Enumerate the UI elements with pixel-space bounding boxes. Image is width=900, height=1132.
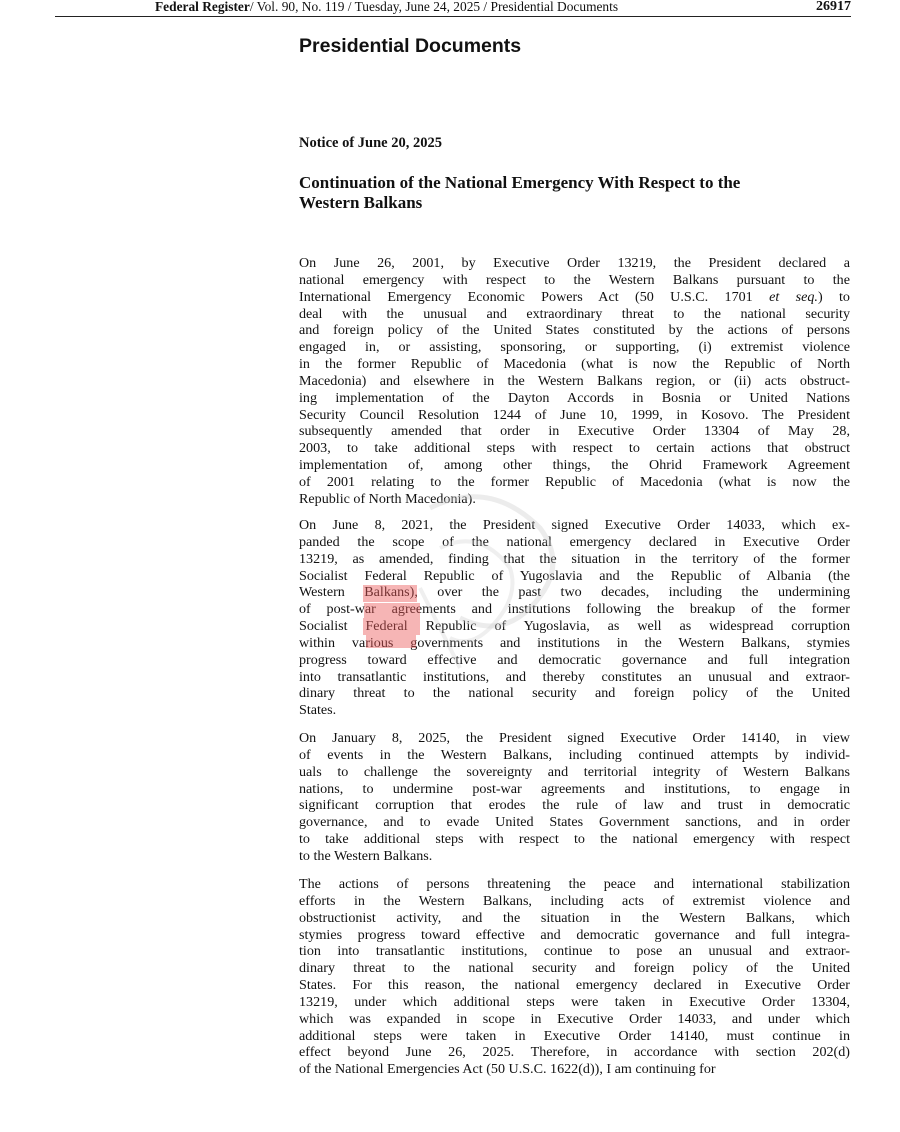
- text-line: On June 26, 2001, by Executive Order 13219, the President declared a: [299, 255, 850, 271]
- text-line: of the National Emergencies Act (50 U.S.C. 1622(d)), I am continuing for: [299, 1061, 716, 1078]
- text-line: On January 8, 2025, the President signed Executive Order 14140, in view: [299, 730, 850, 746]
- text-line: engaged in, or assisting, sponsoring, or supporting, (i) extremist violence: [299, 339, 850, 356]
- text-line: States. For this reason, the national emergency declared in Executive Order: [299, 977, 850, 994]
- text-segment: International Emergency Economic Powers Act (50 U.S.C. 1701: [299, 288, 770, 305]
- page-number: 26917: [816, 0, 851, 14]
- document-title: [299, 173, 855, 213]
- text-line: within various governments and institutions in the Western Balkans, stymies: [299, 634, 850, 651]
- text-line: of events in the Western Balkans, including continued attempts by individ-: [299, 746, 850, 763]
- italic-segment: et seq.: [769, 288, 818, 305]
- text-line: Socialist Federal Republic of Yugoslavia, as well as widespread corruption: [299, 618, 850, 635]
- text-line: into transatlantic institutions, and thereby constitutes an unusual and extraor-: [299, 668, 850, 685]
- text-line: tion into transatlantic institutions, continue to pose an unusual and extraor-: [299, 943, 850, 960]
- running-head-text: [155, 0, 618, 14]
- text-line: governance, and to evade United States Government sanctions, and in order: [299, 814, 850, 831]
- publication-name: Federal Register: [155, 0, 250, 14]
- text-line: efforts in the Western Balkans, including acts of extremist violence and: [299, 892, 850, 909]
- text-line: Socialist Federal Republic of Yugoslavia and the Republic of Albania (the: [299, 567, 850, 584]
- text-line: additional steps were taken in Executive Order 14140, must continue in: [299, 1027, 850, 1044]
- document-title-line: Western Balkans: [299, 193, 423, 212]
- document-title-line: Continuation of the National Emergency With Respect to the: [299, 173, 741, 192]
- text-line: States.: [299, 702, 337, 719]
- text-line: Western Balkans), over the past two decades, including the undermining: [299, 584, 850, 601]
- text-line: subsequently amended that order in Executive Order 13304 of May 28,: [299, 423, 850, 440]
- text-line: dinary threat to the national security and foreign policy of the United: [299, 685, 850, 702]
- text-line: implementation of, among other things, the Ohrid Framework Agreement: [299, 457, 850, 474]
- running-head: [155, 0, 851, 14]
- text-line: panded the scope of the national emergency declared in Executive Order: [299, 533, 850, 550]
- text-segment: ) to: [817, 288, 850, 305]
- text-line: to the Western Balkans.: [299, 847, 433, 864]
- text-line: progress toward effective and democratic governance and full integration: [299, 651, 850, 668]
- text-line: nations, to undermine post-war agreements and institutions, to engage in: [299, 780, 850, 797]
- text-line: dinary threat to the national security and foreign policy of the United: [299, 960, 850, 977]
- text-line: Macedonia) and elsewhere in the Western Balkans region, or (ii) acts obstruct-: [299, 372, 850, 389]
- text-line: in the former Republic of Macedonia (what is now the Republic of North: [299, 356, 850, 373]
- section-title: Presidential Documents: [299, 35, 522, 57]
- text-line: of post-war agreements and institutions following the breakup of the former: [299, 601, 850, 618]
- issue-info: / Vol. 90, No. 119 / Tuesday, June 24, 2025 / Presidential Documents: [249, 0, 619, 14]
- header-rule: [55, 16, 851, 17]
- text-line: uals to challenge the sovereignty and territorial integrity of Western Balkans: [299, 763, 850, 780]
- text-line: Security Council Resolution 1244 of June 10, 1999, in Kosovo. The President: [299, 406, 850, 423]
- paragraph-3: [299, 730, 850, 865]
- text-line: significant corruption that erodes the rule of law and trust in democratic: [299, 797, 850, 814]
- paragraph-1: [299, 255, 850, 508]
- notice-date: Notice of June 20, 2025: [299, 135, 442, 151]
- text-line: stymies progress toward effective and democratic governance and full integra-: [299, 926, 850, 943]
- text-line: ing implementation of the Dayton Accords in Bosnia or United Nations: [299, 389, 850, 406]
- text-line: deal with the unusual and extraordinary threat to the national security: [299, 305, 850, 322]
- paragraph-2: [299, 517, 850, 719]
- text-line: [299, 289, 850, 306]
- text-line: to take additional steps with respect to the national emergency with respect: [299, 831, 850, 848]
- text-line: On June 8, 2021, the President signed Executive Order 14033, which ex-: [299, 517, 850, 533]
- text-line: 2003, to take additional steps with respect to certain actions that obstruct: [299, 440, 850, 457]
- text-line: Republic of North Macedonia).: [299, 490, 476, 507]
- text-line: obstructionist activity, and the situation in the Western Balkans, which: [299, 909, 850, 926]
- text-line: of 2001 relating to the former Republic of Macedonia (what is now the: [299, 473, 850, 490]
- text-line: 13219, under which additional steps were taken in Executive Order 13304,: [299, 993, 850, 1010]
- text-line: and foreign policy of the United States constituted by the actions of persons: [299, 322, 850, 339]
- text-line: national emergency with respect to the Western Balkans pursuant to the: [299, 271, 850, 288]
- text-line: which was expanded in scope in Executive Order 14033, and under which: [299, 1010, 850, 1027]
- paragraph-4: [299, 876, 850, 1078]
- text-line: The actions of persons threatening the peace and international stabilization: [299, 876, 850, 892]
- text-line: effect beyond June 26, 2025. Therefore, in accordance with section 202(d): [299, 1044, 850, 1061]
- text-line: 13219, as amended, finding that the situation in the territory of the former: [299, 550, 850, 567]
